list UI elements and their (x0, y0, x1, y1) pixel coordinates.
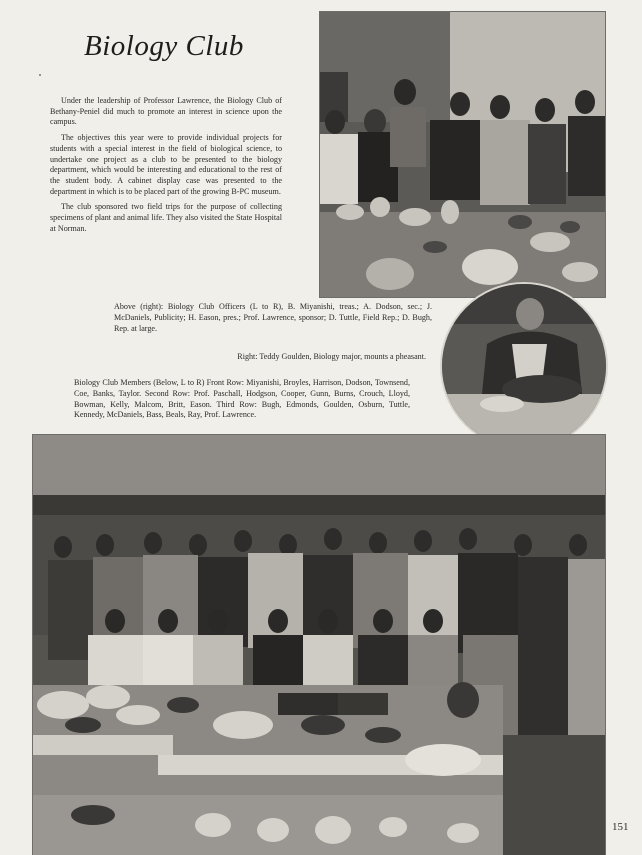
members-photo (32, 434, 606, 855)
printer-dot (39, 74, 41, 76)
officers-photo-image (320, 12, 605, 297)
page-title: Biology Club (84, 30, 244, 62)
intro-paragraph: The club sponsored two field trips for the purpose of collecting specimens of plant and animal life. They also visited the State Hospital at Norman. (50, 202, 282, 233)
intro-paragraph: Under the leadership of Professor Lawrence, the Biology Club of Bethany-Peniel did much to promote an interest in science upon the campus. (50, 96, 282, 127)
intro-text (50, 96, 282, 239)
goulden-photo (440, 282, 608, 450)
goulden-caption: Right: Teddy Goulden, Biology major, mounts a pheasant. (237, 352, 426, 361)
members-photo-image (33, 435, 605, 855)
goulden-photo-image (442, 284, 606, 448)
officers-photo (319, 11, 606, 298)
page-number: 151 (612, 821, 629, 833)
members-caption: Biology Club Members (Below, L to R) Front Row: Miyanishi, Broyles, Harrison, Dodson, Townsend, Coe, Banks, Taylor. Second Row: Prof. Paschall, Hodgson, Cooper, Gunn, Burns, Crouch, Lloyd, Bowman, Kelly, Malcom, Britt, Eason. Third Row: Bugh, Edmonds, Goulden, Osburn, Tuttle, Kennedy, McDaniels, Bass, Beals, Ray, Prof. Lawrence. (74, 378, 410, 420)
officers-caption: Above (right): Biology Club Officers (L to R), B. Miyanishi, treas.; A. Dodson, sec.; J. McDaniels, Publicity; H. Eason, pres.; Prof. Lawrence, sponsor; D. Tuttle, Field Rep.; D. Bugh, Rep. at large. (114, 302, 432, 333)
intro-paragraph: The objectives this year were to provide individual projects for students with a special interest in the field of biological science, to undertake one project as a club to be presented to the biology department, which would be interesting and educational to the rest of the student body. A cabinet display case was presented to the department in which is to be placed part of the growing B-PC museum. (50, 133, 282, 196)
